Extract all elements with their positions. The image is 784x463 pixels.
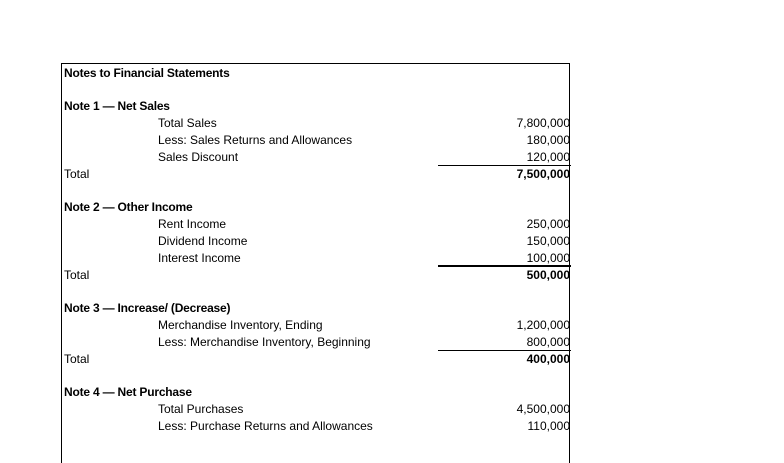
note-3-heading-row — [62, 300, 571, 317]
item-amount: 250,000 — [526, 217, 570, 231]
note-1-item-3 — [62, 149, 571, 166]
note-4-heading-row — [62, 384, 571, 401]
total-amount: 500,000 — [526, 268, 570, 282]
total-amount: 400,000 — [526, 352, 570, 366]
note-2-heading-row — [62, 199, 571, 216]
sheet-title-row — [62, 65, 571, 82]
note-1-item-1 — [62, 115, 571, 132]
item-label: Less: Sales Returns and Allowances — [158, 133, 353, 147]
financial-notes-sheet — [61, 63, 570, 463]
item-amount: 120,000 — [526, 150, 570, 164]
item-amount: 7,800,000 — [516, 116, 570, 130]
sheet-title: Notes to Financial Statements — [64, 66, 230, 80]
item-amount: 1,200,000 — [516, 318, 570, 332]
total-label: Total — [64, 268, 90, 282]
note-3-item-1 — [62, 317, 571, 334]
total-label: Total — [64, 352, 90, 366]
item-label: Total Sales — [158, 116, 217, 130]
item-label: Less: Merchandise Inventory, Beginning — [158, 335, 371, 349]
total-label: Total — [64, 167, 90, 181]
item-amount: 4,500,000 — [516, 402, 570, 416]
note-3-heading: Note 3 — Increase/ (Decrease) — [64, 301, 231, 315]
note-2-item-1 — [62, 216, 571, 233]
total-amount: 7,500,000 — [516, 167, 570, 181]
item-label: Rent Income — [158, 217, 227, 231]
item-amount: 150,000 — [526, 234, 570, 248]
item-amount: 110,000 — [527, 419, 570, 433]
item-amount: 180,000 — [526, 133, 570, 147]
note-3-item-2 — [62, 334, 571, 351]
note-1-item-2 — [62, 132, 571, 149]
item-amount: 800,000 — [526, 335, 570, 349]
item-label: Merchandise Inventory, Ending — [158, 318, 323, 332]
note-4-item-1 — [62, 401, 571, 418]
item-amount: 100,000 — [526, 251, 570, 265]
note-1-heading-row — [62, 98, 571, 115]
note-1-total-row — [62, 166, 571, 183]
item-label: Interest Income — [158, 251, 241, 265]
item-label: Sales Discount — [158, 150, 239, 164]
item-label: Total Purchases — [158, 402, 244, 416]
note-2-heading: Note 2 — Other Income — [64, 200, 193, 214]
note-1-heading: Note 1 — Net Sales — [64, 99, 170, 113]
note-3-total-row — [62, 351, 571, 368]
note-2-item-2 — [62, 233, 571, 250]
note-4-item-2 — [62, 418, 571, 435]
item-label: Dividend Income — [158, 234, 248, 248]
note-2-total-row — [62, 267, 571, 284]
note-4-heading: Note 4 — Net Purchase — [64, 385, 192, 399]
item-label: Less: Purchase Returns and Allowances — [158, 419, 373, 433]
